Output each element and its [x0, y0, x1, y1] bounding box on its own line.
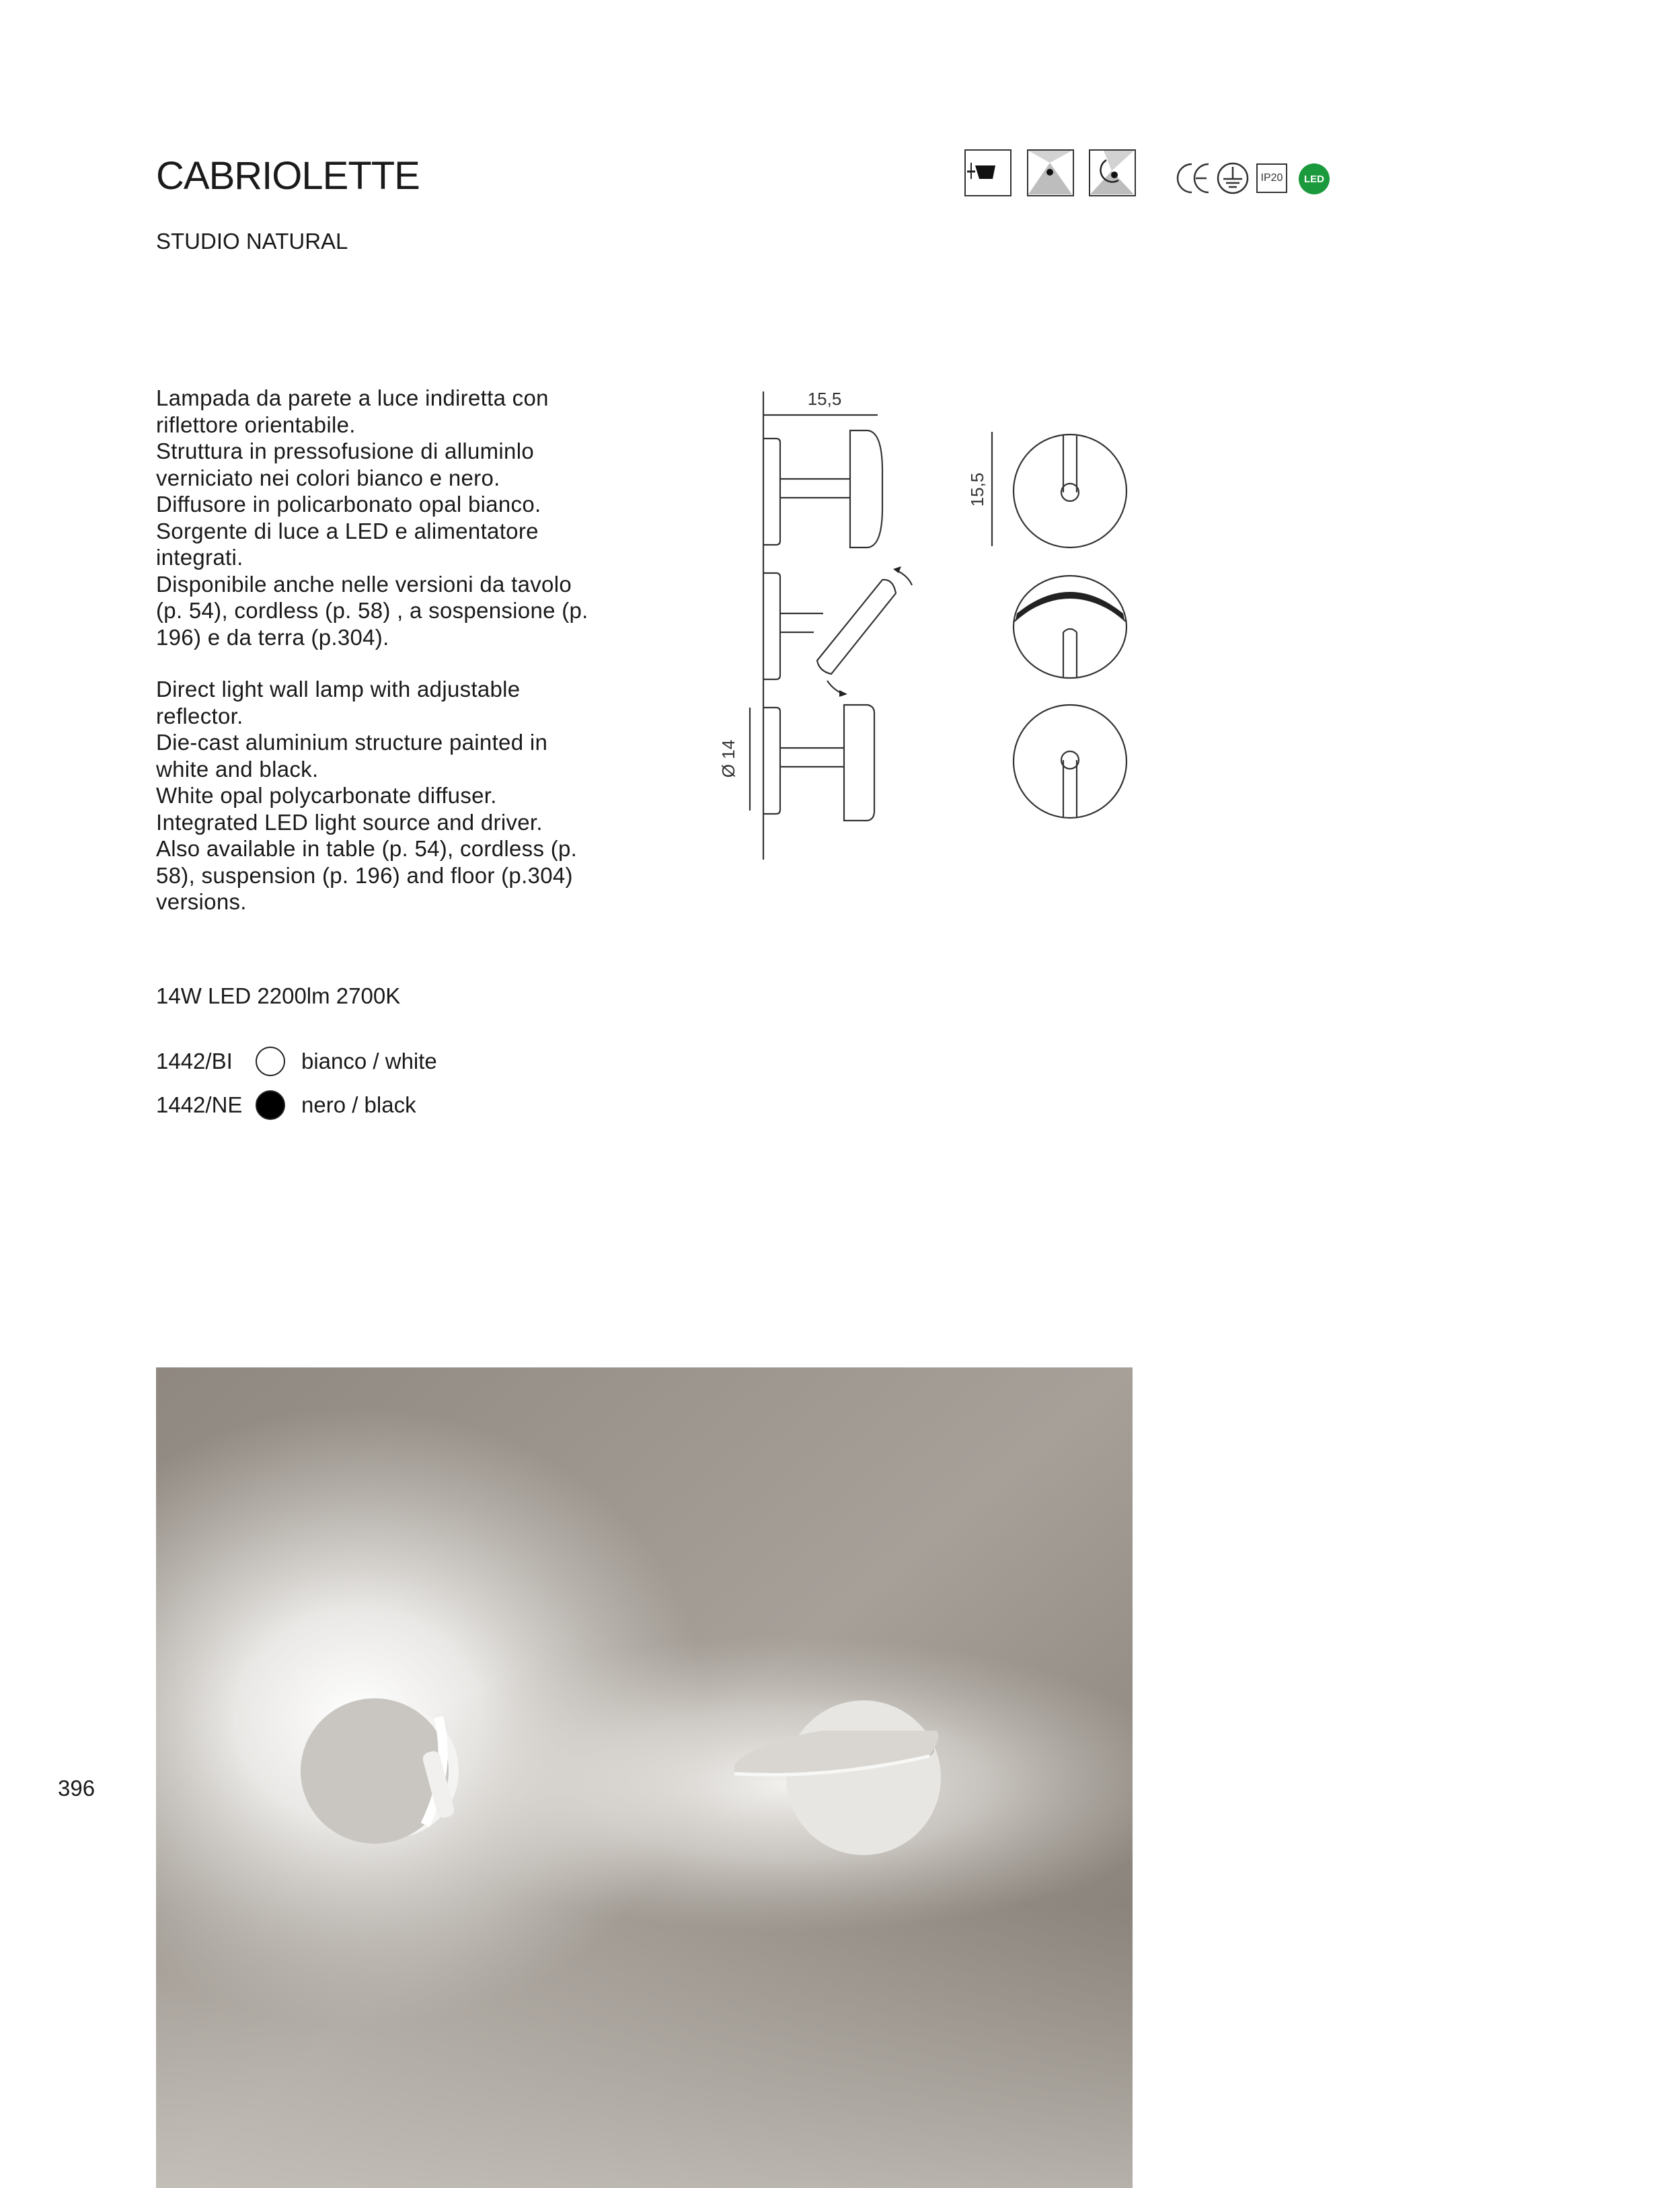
variant-row: [156, 1088, 416, 1122]
variant-row: [156, 1045, 437, 1078]
product-title: CABRIOLETTE: [156, 154, 420, 198]
side-view-straight: [763, 430, 882, 548]
light-specs: 14W LED 2200lm 2700K: [156, 983, 401, 1008]
wall-mount-icon: [964, 149, 1011, 196]
front-view-1: [1014, 435, 1127, 548]
white-swatch-icon: [256, 1047, 285, 1076]
black-swatch-icon: [256, 1090, 285, 1120]
earth-ground-icon: [1216, 161, 1250, 195]
page-number: 396: [58, 1776, 96, 1801]
side-view-straight-2: [763, 705, 874, 821]
front-view-2: [1014, 576, 1127, 678]
side-view-tilted: [763, 570, 912, 693]
lamp-photo-left: [301, 1698, 459, 1844]
designer-name: STUDIO NATURAL: [156, 229, 348, 254]
technical-drawing: [706, 377, 1143, 868]
ce-mark-icon: [1176, 161, 1211, 195]
variant-code: 1442/BI: [156, 1049, 233, 1073]
front-view-3: [1014, 705, 1127, 818]
height-dimension-label: 15,5: [967, 472, 987, 507]
variant-code: 1442/NE: [156, 1092, 243, 1117]
indirect-light-icon: [1027, 149, 1074, 196]
variant-label: nero / black: [301, 1092, 416, 1117]
description-italian: Lampada da parete a luce indiretta con riflettore orientabile. Struttura in pressofusione di alluminlo verniciato nei colori bianco e nero. Diffusore in policarbonato opal bianco. Sorgente di luce a LED e alimentatore integrati. Disponibile anche nelle versioni da tavolo (p. 54), cordless (p. 58) , a sospensione (p. 196) e da terra (p.304).: [156, 385, 588, 650]
variant-label: bianco / white: [301, 1049, 437, 1073]
led-icon: LED: [1299, 163, 1330, 194]
product-photo: [156, 1367, 1133, 2188]
width-dimension-label: 15,5: [807, 389, 842, 409]
adjustable-reflector-icon: [1089, 149, 1136, 196]
description-english: Direct light wall lamp with adjustable reflector. Die-cast aluminium structure painted in white and black. White opal polycarbonate diffuser. Integrated LED light source and driver. Also available in table (p. 54), cordless (p. 58), suspension (p. 196) and floor (p.304) versions.: [156, 677, 578, 914]
ip20-icon: IP20: [1256, 163, 1287, 193]
diameter-dimension-label: Ø 14: [718, 739, 738, 778]
